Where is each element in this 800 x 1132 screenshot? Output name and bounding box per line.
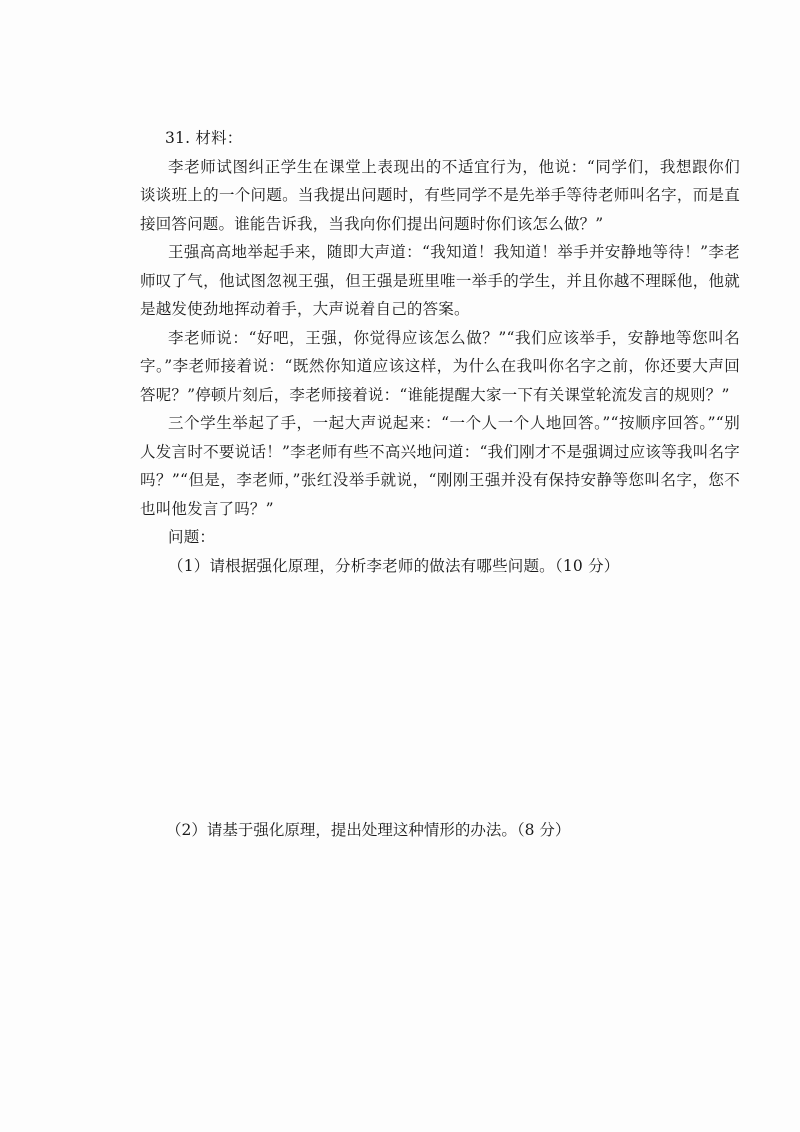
material-paragraph: 李老师说：“好吧，王强，你觉得应该怎么做？”“我们应该举手，安静地等您叫名字。”李老师接着说：“既然你知道应该这样，为什么在我叫你名字之前，你还要大声回答呢？”停顿片刻后，李老师接着说：“谁能提醒大家一下有关课堂轮流发言的规则？” — [140, 328, 740, 404]
material-paragraph: 王强高高地举起手来，随即大声道：“我知道！我知道！举手并安静地等待！”李老师叹了气，他试图忽视王强，但王强是班里唯一举手的学生，并且你越不理睬他，他就是越发使劲地挥动着手，大声说着自己的答案。 — [140, 243, 740, 318]
sub-question-1: （1）请根据强化原理，分析李老师的做法有哪些问题。（10 分） — [168, 556, 620, 575]
question-heading: 31. 材料： — [165, 129, 243, 147]
material-paragraph: 三个学生举起了手，一起大声说起来：“一个人一个人地回答。”“按顺序回答。”“别人发言时不要说话！”李老师有些不高兴地问道：“我们刚才不是强调过应该等我叫名字吗？”“但是，李老师，”张红没举手就说，“刚刚王强并没有保持安静等您叫名字，您不也叫他发言了吗？” — [140, 414, 740, 518]
material-paragraph: 李老师试图纠正学生在课堂上表现出的不适宜行为，他说：“同学们，我想跟你们谈谈班上的一个问题。当我提出问题时，有些同学不是先举手等待老师叫名字，而是直接回答问题。谁能告诉我，当我向你们提出问题时你们该怎么做？” — [140, 157, 740, 233]
question-label: 问题： — [168, 528, 216, 546]
sub-question-2: （2）请基于强化原理，提出处理这种情形的办法。（8 分） — [166, 821, 571, 839]
material-section — [140, 124, 740, 580]
